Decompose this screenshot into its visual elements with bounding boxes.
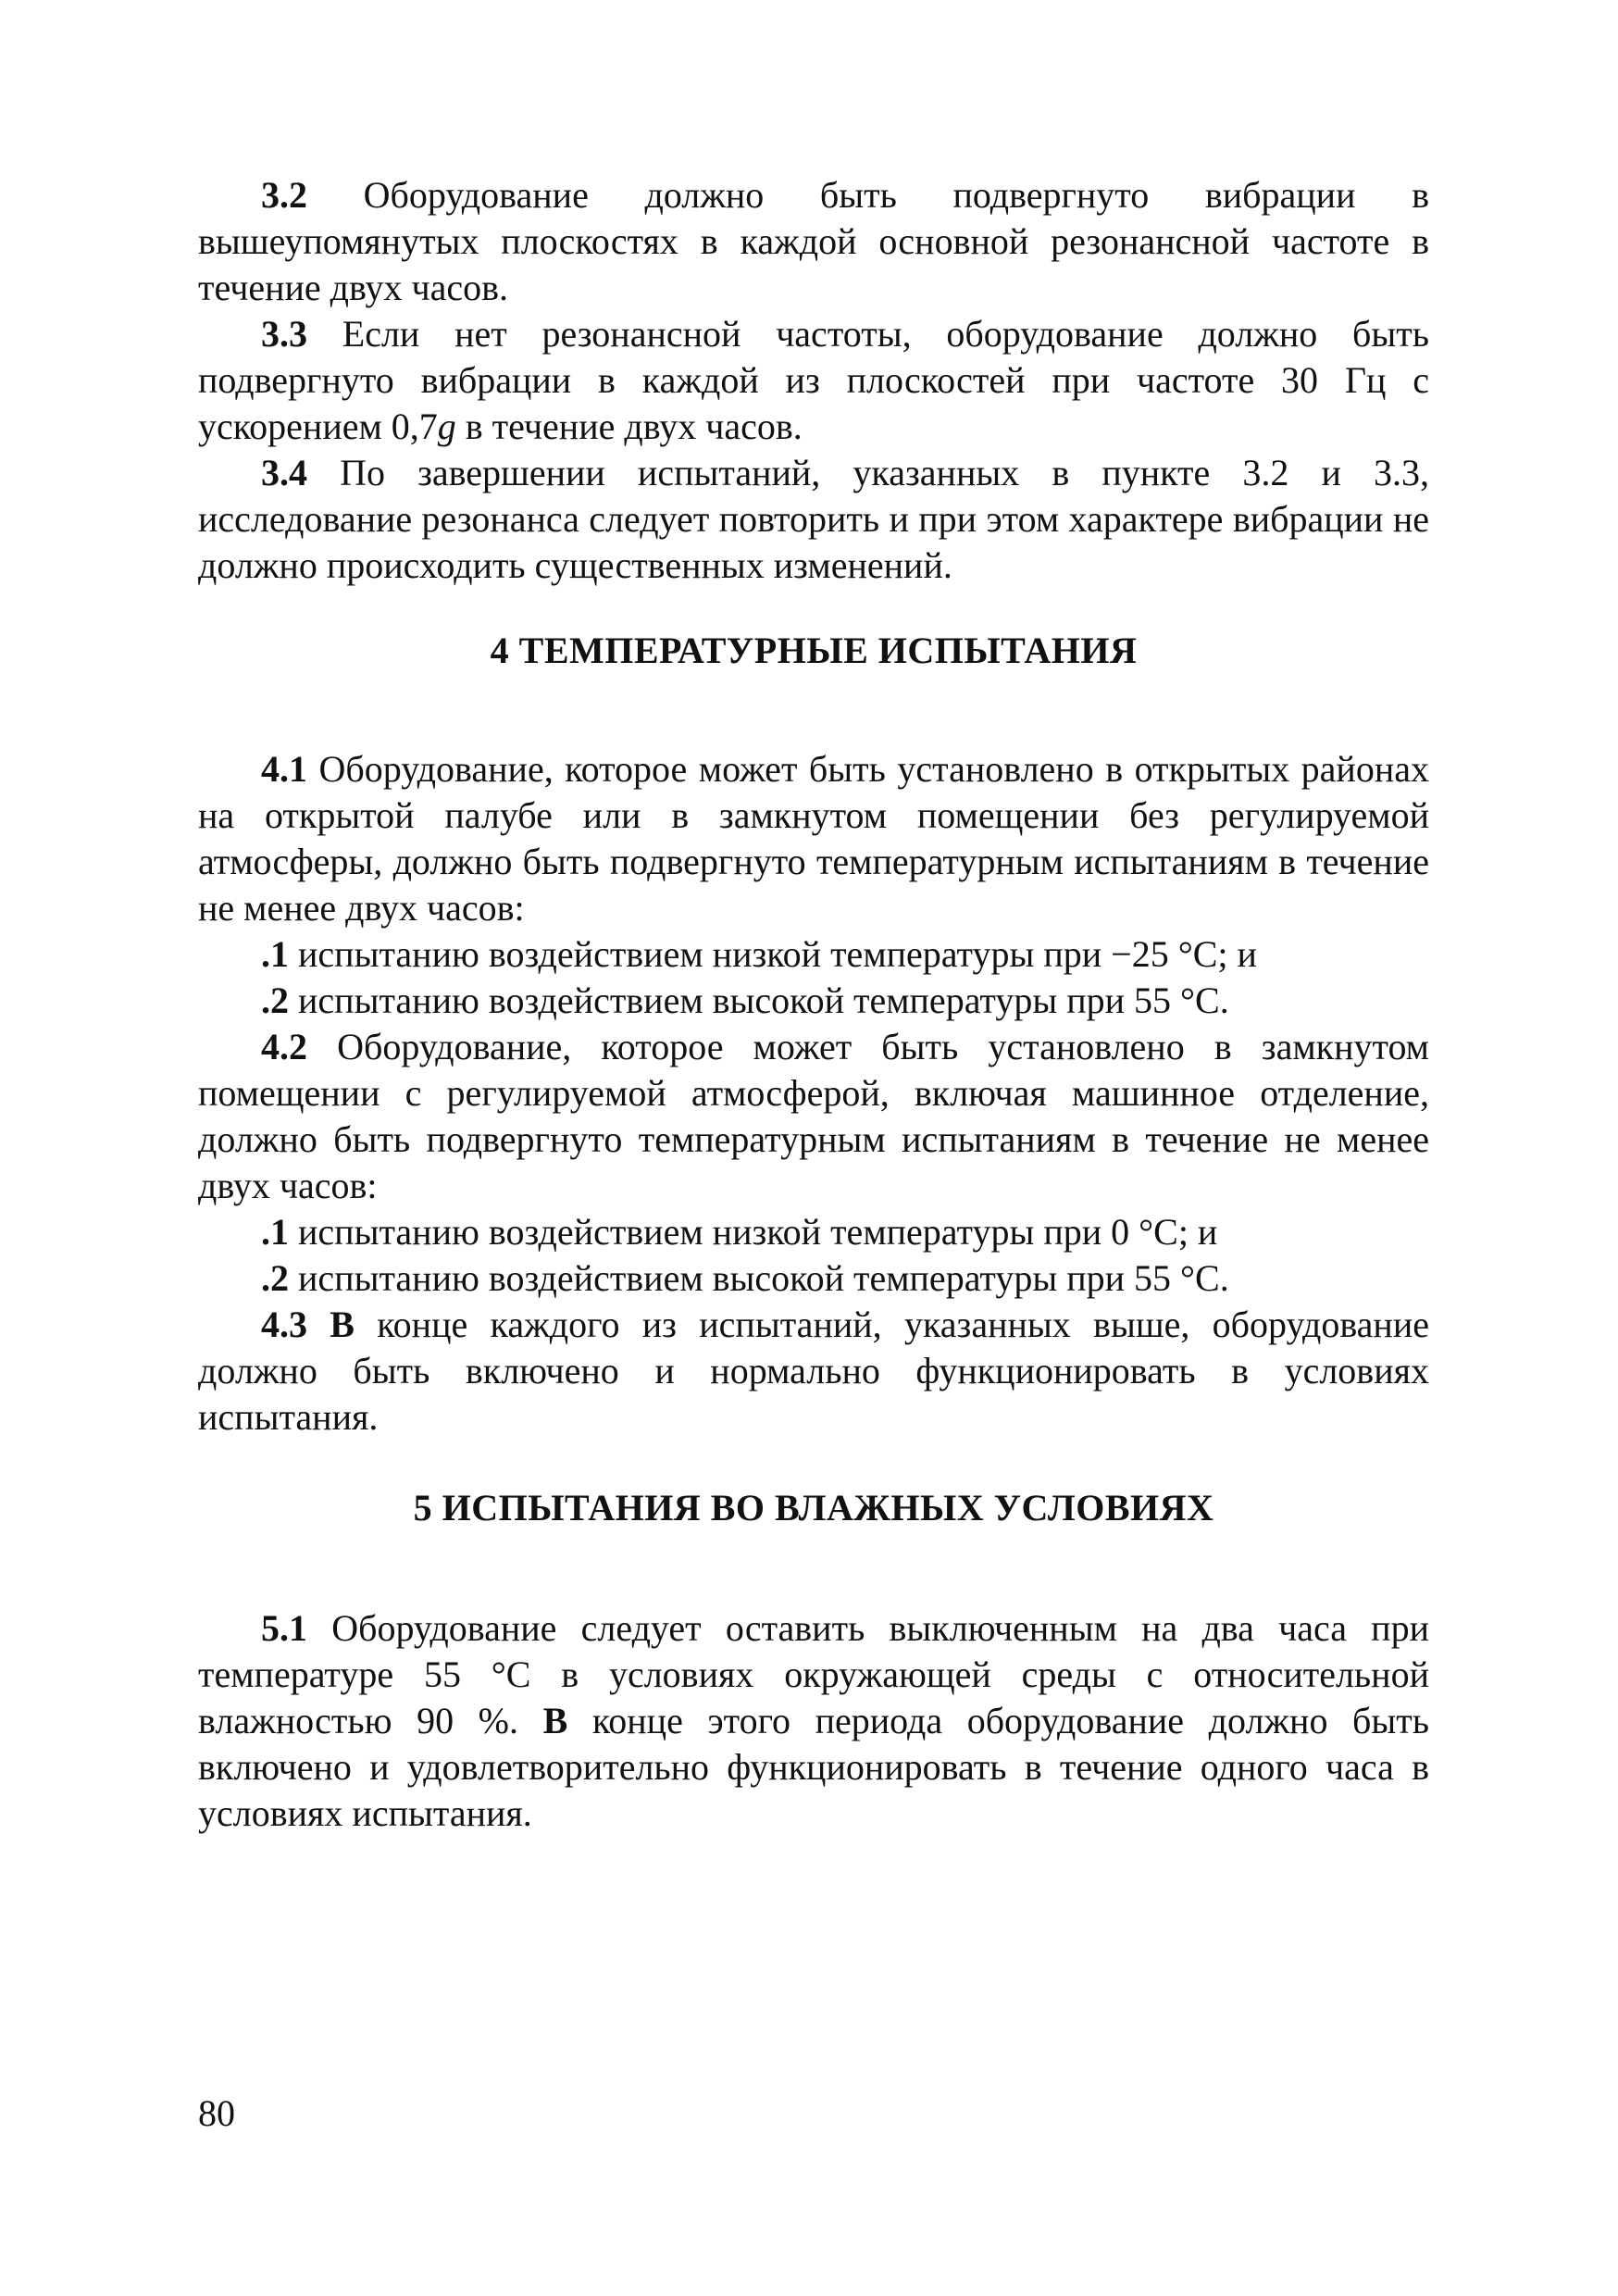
item-text: испытанию воздействием высокой температуры при 55 °С. (289, 1257, 1229, 1299)
item-number: .2 (261, 980, 289, 1021)
clause-text: По завершении испытаний, указанных в пункте 3.2 и 3.3, исследование резонанса следует повторить и при этом характере вибрации не должно происходить существенных изменений. (198, 452, 1429, 586)
paragraph-4-3 (198, 1302, 1429, 1441)
clause-text: Оборудование, которое может быть установлено в замкнутом помещении с регулируемой атмосферой, включая машинное отделение, должно быть подвергнуто температурным испытаниям в течение не менее двух часов: (198, 1026, 1429, 1206)
bold-word: В (518, 1700, 568, 1741)
clause-text: Оборудование следует оставить выключенным на два часа при температуре 55 °С в условиях окружающей среды с относительной влажностью 90 %. (198, 1607, 1429, 1741)
item-number: .1 (261, 1211, 289, 1253)
item-number: .2 (261, 1257, 289, 1299)
clause-text: Оборудование, которое может быть установлено в открытых районах на открытой палубе или в замкнутом помещении без регулируемой атмосферы, должно быть подвергнуто температурным испытаниям в течение не менее двух часов: (198, 748, 1429, 929)
clause-number: 4.2 (261, 1026, 307, 1067)
clause-text-tail: в течение двух часов. (455, 406, 803, 447)
item-text: испытанию воздействием низкой температуры при 0 °С; и (289, 1211, 1218, 1253)
paragraph-5-1 (198, 1605, 1429, 1837)
page-number: 80 (198, 2092, 235, 2134)
clause-number: 3.2 (261, 174, 307, 216)
document-page (198, 172, 1429, 1837)
paragraph-4-1-item-1 (198, 931, 1429, 978)
paragraph-4-1 (198, 746, 1429, 931)
paragraph-3-2 (198, 172, 1429, 311)
paragraph-3-3 (198, 311, 1429, 450)
paragraph-3-4 (198, 450, 1429, 589)
item-text: испытанию воздействием низкой температуры при −25 °С; и (289, 933, 1257, 975)
paragraph-4-2-item-1 (198, 1209, 1429, 1255)
acceleration-unit-g: g (437, 406, 456, 447)
item-text: испытанию воздействием высокой температуры при 55 °С. (289, 980, 1229, 1021)
clause-number: 5.1 (261, 1607, 307, 1649)
section-heading-5: 5 ИСПЫТАНИЯ ВО ВЛАЖНЫХ УСЛОВИЯХ (413, 1487, 1214, 1529)
clause-number: 4.1 (261, 748, 307, 790)
section-heading-4: 4 ТЕМПЕРАТУРНЫЕ ИСПЫТАНИЯ (490, 630, 1138, 671)
item-number: .1 (261, 933, 289, 975)
clause-text-tail: конце этого периода оборудование должно быть включено и удовлетворительно функционировать в течение одного часа в условиях испытания. (198, 1700, 1429, 1834)
paragraph-4-2 (198, 1024, 1429, 1209)
clause-text: Если нет резонансной частоты, оборудование должно быть подвергнуто вибрации в каждой из плоскостей при частоте 30 Гц с ускорением 0,7 (198, 313, 1429, 447)
clause-number: 3.3 (261, 313, 307, 355)
bold-word: В (307, 1304, 355, 1345)
paragraph-4-2-item-2 (198, 1255, 1429, 1302)
paragraph-4-1-item-2 (198, 978, 1429, 1024)
clause-number: 3.4 (261, 452, 307, 493)
clause-number: 4.3 (261, 1304, 307, 1345)
clause-text: Оборудование должно быть подвергнуто вибрации в вышеупомянутых плоскостях в каждой основной резонансной частоте в течение двух часов. (198, 174, 1429, 308)
clause-text: конце каждого из испытаний, указанных выше, оборудование должно быть включено и нормально функционировать в условиях испытания. (198, 1304, 1429, 1438)
